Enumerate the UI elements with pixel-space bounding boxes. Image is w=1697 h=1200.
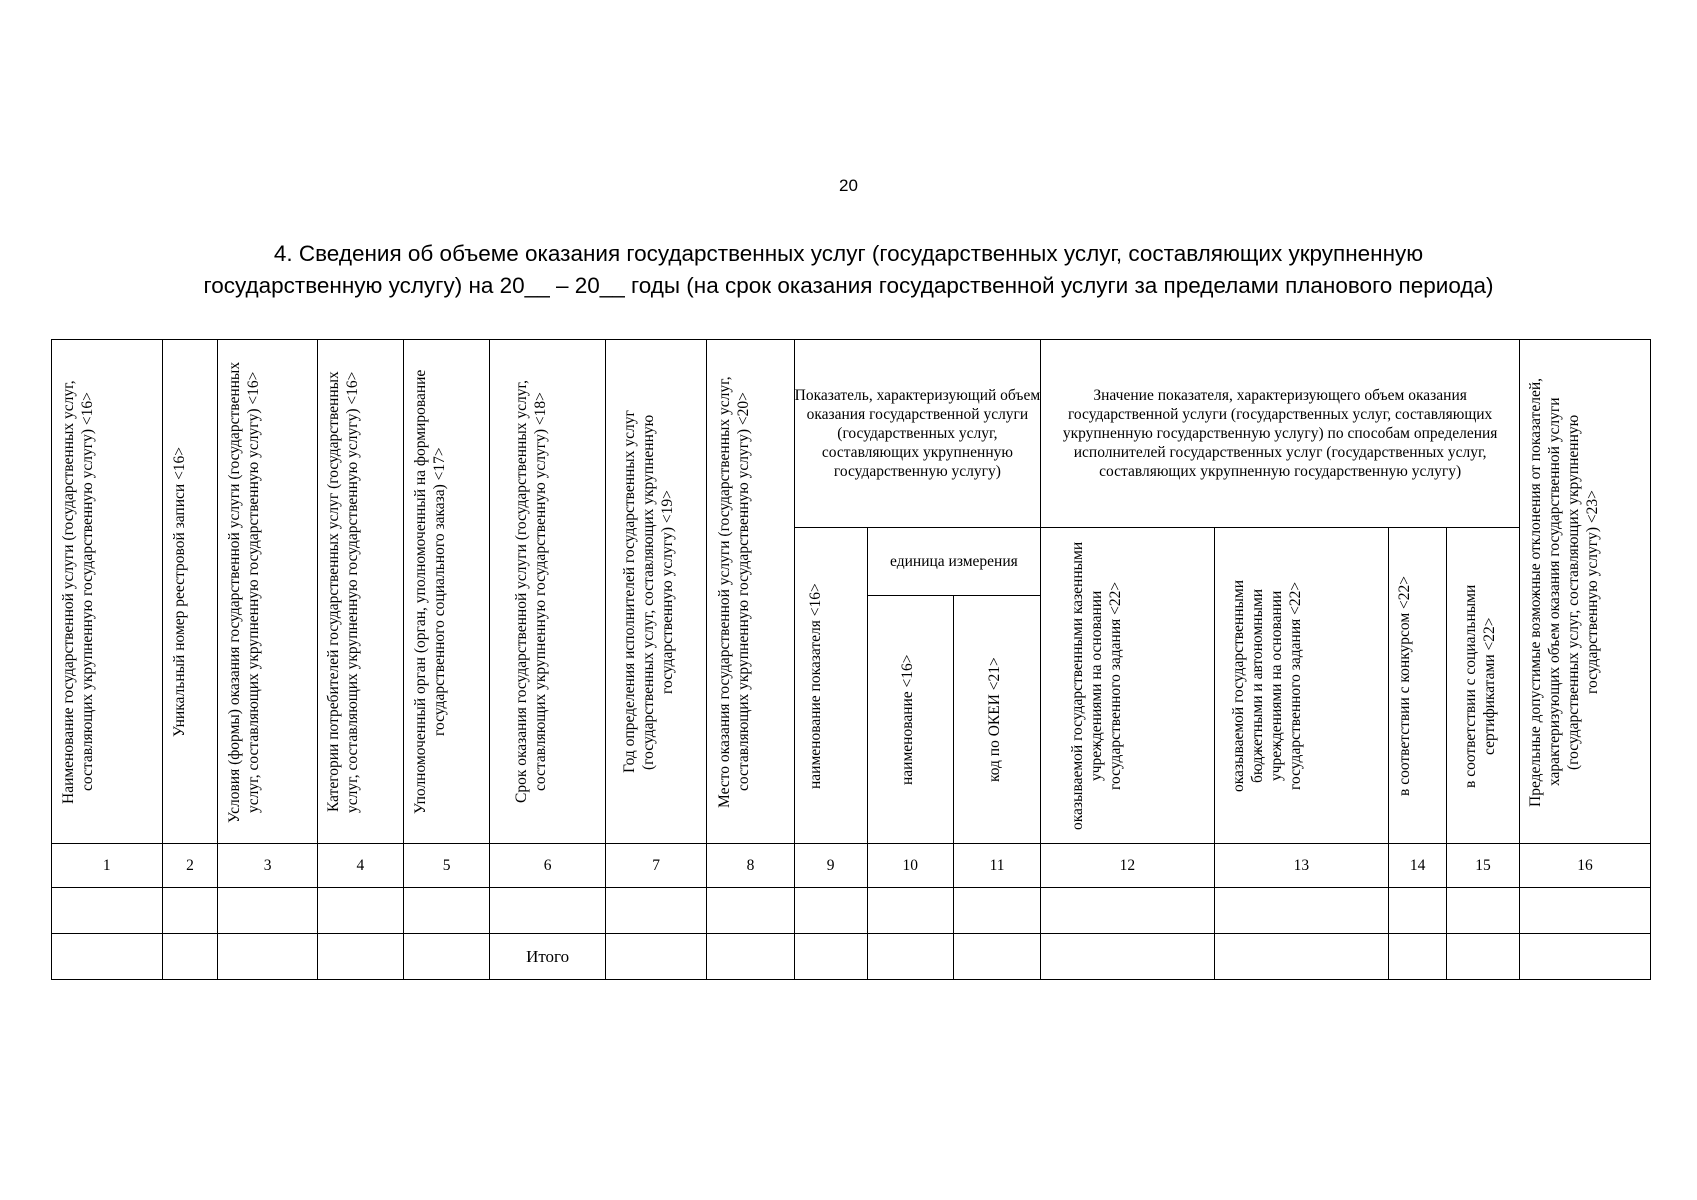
data-cell — [605, 888, 706, 934]
data-cell — [605, 934, 706, 980]
header-cell-label: наименование показателя <16> — [806, 582, 824, 789]
column-number: 3 — [218, 844, 317, 888]
page-number: 20 — [839, 176, 858, 195]
data-cell — [707, 888, 794, 934]
header-cell-9 — [794, 528, 867, 844]
header-cell-10 — [867, 596, 953, 844]
column-number: 7 — [605, 844, 706, 888]
data-cell — [1214, 888, 1389, 934]
column-number: 1 — [52, 844, 163, 888]
header-cell-label: оказываемой государственными бюджетными и автономными учреждениями на основании государственного задания <22> — [1229, 579, 1304, 792]
header-cell-8 — [707, 340, 794, 844]
data-cell — [1389, 888, 1447, 934]
column-number: 2 — [162, 844, 218, 888]
data-cell — [52, 934, 163, 980]
header-cell-16 — [1520, 340, 1651, 844]
header-cell-1 — [52, 340, 163, 844]
column-number: 10 — [867, 844, 953, 888]
header-cell-13 — [1214, 528, 1389, 844]
data-row — [52, 888, 1651, 934]
data-cell — [1520, 888, 1651, 934]
data-cell — [867, 888, 953, 934]
column-number: 8 — [707, 844, 794, 888]
data-cell — [1041, 934, 1214, 980]
data-cell — [162, 888, 218, 934]
header-cell-label: Уникальный номер реестровой записи <16> — [170, 446, 188, 737]
data-cell — [794, 934, 867, 980]
section-heading — [40, 238, 1657, 302]
data-cell — [867, 934, 953, 980]
group-header-indicator: Показатель, характеризующий объем оказания государственной услуги (государственных услуг, составляющих укрупненную государственную услугу) — [794, 340, 1041, 528]
section-heading-line-1: 4. Сведения об объеме оказания государственных услуг (государственных услуг, составляющих укрупненную — [273, 241, 1424, 266]
header-cell-label: в соответствии с конкурсом <22> — [1396, 575, 1414, 796]
data-cell — [317, 934, 403, 980]
column-number: 9 — [794, 844, 867, 888]
data-cell — [218, 888, 317, 934]
header-cell-label: код по ОКЕИ <21> — [986, 657, 1004, 782]
header-cell-11 — [953, 596, 1040, 844]
header-cell-label: Категории потребителей государственных услуг (государственных услуг, составляющих укрупненную государственную услугу) <16> — [325, 370, 362, 813]
header-cell-6 — [490, 340, 606, 844]
data-cell — [404, 888, 490, 934]
header-cell-label: в соответствии с социальными сертификатами <22> — [1461, 583, 1498, 788]
data-cell — [1446, 888, 1519, 934]
data-cell — [1446, 934, 1519, 980]
column-number: 13 — [1214, 844, 1389, 888]
data-cell — [52, 888, 163, 934]
header-cell-label: Место оказания государственной услуги (государственных услуг, составляющих укрупненную государственную услугу) <20> — [715, 375, 752, 808]
header-cell-label: Условия (формы) оказания государственной услуги (государственных услуг, составляющих укрупненную государственную услугу) <16> — [226, 360, 263, 823]
data-cell — [1520, 934, 1651, 980]
column-number: 14 — [1389, 844, 1447, 888]
total-label: Итого — [490, 934, 606, 980]
header-cell-2 — [162, 340, 218, 844]
header-cell-12 — [1041, 528, 1214, 844]
column-number: 15 — [1446, 844, 1519, 888]
column-number: 4 — [317, 844, 403, 888]
data-cell — [162, 934, 218, 980]
column-numbers-row — [52, 844, 1651, 888]
data-cell — [707, 934, 794, 980]
volume-table — [51, 339, 1651, 980]
header-cell-label: Год определения исполнителей государственных услуг (государственных услуг, составляющих укрупненную государственную услугу) <19> — [621, 410, 677, 773]
data-cell — [1041, 888, 1214, 934]
header-row-1 — [52, 340, 1651, 528]
data-cell — [794, 888, 867, 934]
header-cell-15 — [1446, 528, 1519, 844]
header-cell-label: Наименование государственной услуги (государственных услуг, составляющих укрупненную государственную услугу) <16> — [60, 379, 97, 804]
header-cell-label: Срок оказания государственной услуги (государственных услуг, составляющих укрупненную государственную услугу) <18> — [512, 380, 549, 803]
data-cell — [953, 888, 1040, 934]
column-number: 12 — [1041, 844, 1214, 888]
header-cell-14 — [1389, 528, 1447, 844]
header-cell-3 — [218, 340, 317, 844]
data-cell — [490, 888, 606, 934]
group-header-value: Значение показателя, характеризующего объем оказания государственной услуги (государственных услуг, составляющих укрупненную государственную услугу) по способам определения исполнителей государственных услуг (государственных услуг, составляющих укрупненную государственную услугу) — [1041, 340, 1520, 528]
header-cell-label: Уполномоченный орган (орган, уполномоченный на формирование государственного социального заказа) <17> — [411, 369, 448, 814]
total-row — [52, 934, 1651, 980]
column-number: 5 — [404, 844, 490, 888]
header-cell-label: наименование <16> — [899, 654, 917, 785]
data-cell — [317, 888, 403, 934]
column-number: 16 — [1520, 844, 1651, 888]
column-number: 11 — [953, 844, 1040, 888]
data-cell — [218, 934, 317, 980]
data-cell — [1214, 934, 1389, 980]
group-header-unit: единица измерения — [867, 528, 1041, 596]
header-cell-4 — [317, 340, 403, 844]
header-cell-5 — [404, 340, 490, 844]
data-cell — [953, 934, 1040, 980]
data-cell — [404, 934, 490, 980]
header-cell-7 — [605, 340, 706, 844]
section-heading-line-2: государственную услугу) на 20__ – 20__ годы (на срок оказания государственной услуги за пределами планового периода) — [203, 273, 1494, 298]
header-cell-label: оказываемой государственными казенными учреждениями на основании государственного задания <22> — [1069, 541, 1125, 830]
header-cell-label: Предельные допустимые возможные отклонения от показателей, характеризующих объем оказания государственной услуги (государственных услуг, составляющих укрупненную государственную услугу) <23> — [1527, 376, 1602, 807]
column-number: 6 — [490, 844, 606, 888]
data-cell — [1389, 934, 1447, 980]
